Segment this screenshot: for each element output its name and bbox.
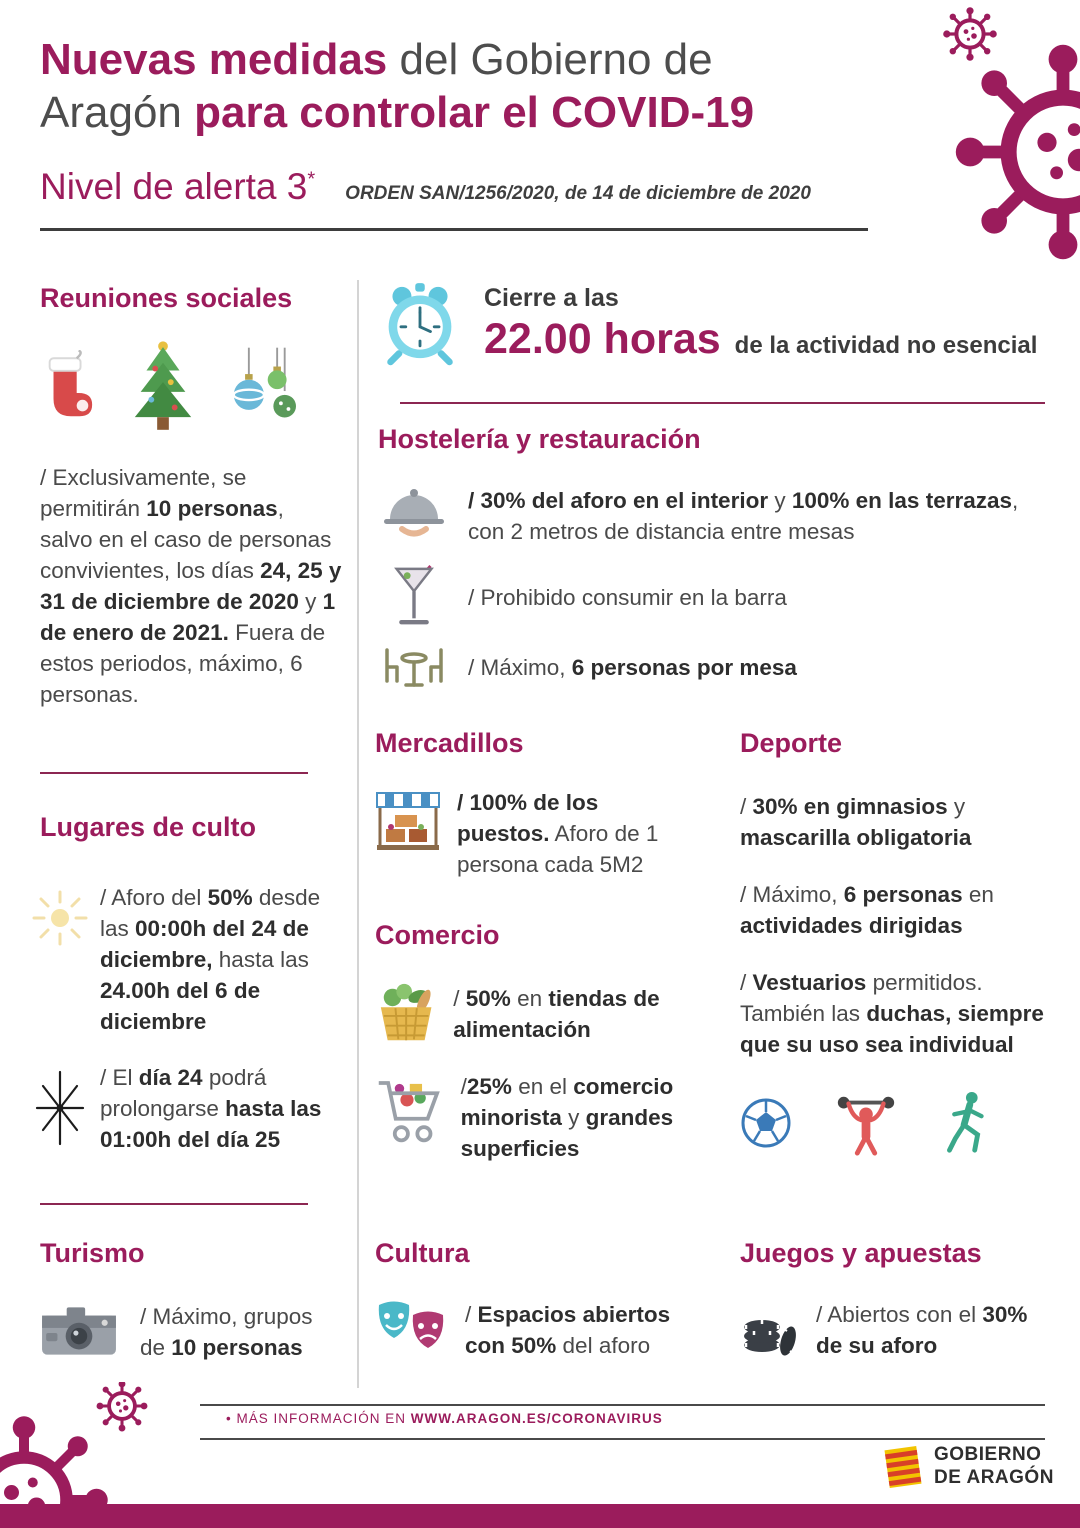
header [40,34,870,231]
vertical-divider [357,280,359,1388]
hosteleria-item-text: / 30% del aforo en el interior y 100% en las terrazas, con 2 metros de distancia entre mesas [468,488,1019,545]
coronavirus-icon [0,1382,220,1506]
section-heading: Lugares de culto [40,812,257,842]
section-turismo [40,1238,350,1363]
alert-row [40,166,870,208]
theater-masks-icon [375,1299,449,1361]
table-and-chairs-icon [378,645,450,689]
section-deporte [740,728,1048,1156]
turismo-item-text: / Máximo, grupos de 10 personas [140,1304,313,1361]
grocery-basket-icon [375,981,437,1047]
section-cierre [382,280,1047,366]
header-divider [40,228,868,231]
section-comercio [375,920,677,1164]
footer-divider-bottom [200,1438,1045,1440]
star-sparkle-icon [30,1062,90,1146]
cierre-time: 22.00 horas [484,315,721,363]
section-cultura [375,1238,697,1361]
hosteleria-item-mesa [378,645,1046,689]
running-icon [940,1090,990,1156]
turismo-item [40,1301,350,1363]
cultura-item [375,1299,697,1361]
serving-dish-icon [378,485,450,539]
logo-line-1: GOBIERNO [934,1444,1042,1466]
gobierno-aragon-logo [882,1444,1054,1490]
section-mercadillos [375,728,677,880]
christmas-stocking-icon [40,350,96,438]
page-title-line-1: Nuevas medidas del Gobierno de [40,35,713,84]
culto-item-text: / El día 24 podrá prolongarse hasta las 01:00h del día 25 [100,1065,322,1153]
page-title-line-2: Aragón para controlar el COVID-19 [40,87,755,137]
poker-chips-icon [740,1299,800,1357]
section-heading: Mercadillos [375,728,524,758]
mercadillos-item [375,787,677,880]
cierre-intro: Cierre a las [484,284,619,312]
shopping-cart-icon [375,1071,445,1157]
comercio-item-text: /25% en el comercio minorista y grandes superficies [460,1074,674,1162]
culto-item-dia24 [30,1062,350,1155]
hosteleria-item-aforo [378,485,1046,547]
hosteleria-item-text: / Máximo, 6 personas por mesa [468,654,797,680]
more-info-text: • MÁS INFORMACIÓN EN WWW.ARAGON.ES/CORONAVIRUS [226,1411,663,1426]
soccer-ball-icon [740,1097,792,1149]
alert-asterisk: * [307,168,316,191]
cierre-text [484,280,1037,364]
section-heading: Deporte [740,728,843,758]
mercadillos-item-text: / 100% de los puestos. Aforo de 1 persona cada 5M2 [457,790,659,878]
order-reference: ORDEN SAN/1256/2020, de 14 de diciembre de 2020 [345,182,811,204]
section-heading: Hostelería y restauración [378,424,701,454]
comercio-item-alimentacion [375,981,677,1047]
cocktail-glass-icon [378,565,450,629]
comercio-item-minorista [375,1071,677,1164]
aragon-flag-icon [882,1444,924,1490]
juegos-item-text: / Abiertos con el 30% de su aforo [816,1302,1028,1359]
section-juegos [740,1238,1048,1361]
camera-icon [40,1305,118,1359]
deporte-item-text: / 30% en gimnasios y mascarilla obligatoria [740,794,972,851]
section-heading: Comercio [375,920,500,950]
logo-text [934,1444,1054,1490]
deporte-item-text: / Máximo, 6 personas en actividades dirigidas [740,882,994,939]
section-reuniones-sociales [40,283,342,710]
reuniones-body-text: / Exclusivamente, se permitirán 10 personas, salvo en el caso de personas convivientes, los días 24, 25 y 31 de diciembre de 2020 y 1 de enero de 2021. Fuera de estos periodos, máximo, 6 personas. [40,465,342,708]
hosteleria-item-barra [378,565,1046,629]
section-lugares-de-culto [40,812,350,843]
bottom-accent-bar [0,1504,1080,1528]
section-hosteleria [378,424,1046,689]
christmas-baubles-icon [230,346,296,438]
section-heading: Turismo [40,1238,145,1268]
alert-level: Nivel de alerta 3* [40,165,316,207]
section-heading: Reuniones sociales [40,283,293,313]
weightlifting-icon [834,1090,898,1156]
logo-line-2: DE ARAGÓN [934,1467,1054,1488]
sun-glow-icon [30,882,90,946]
culto-item-text: / Aforo del 50% desde las 00:00h del 24 de diciembre, hasta las 24.00h del 6 de diciembre [100,885,321,1035]
culto-item-aforo [30,882,350,1037]
divider [400,402,1045,404]
hosteleria-item-text: / Prohibido consumir en la barra [468,584,787,610]
section-heading: Cultura [375,1238,470,1268]
juegos-item [740,1299,1048,1361]
coronavirus-icon [865,0,1080,300]
divider [40,1203,308,1205]
cierre-suffix: de la actividad no esencial [734,332,1038,359]
christmas-tree-icon [128,338,198,438]
alarm-clock-icon [382,280,458,366]
market-stall-icon [375,787,441,857]
cultura-item-text: / Espacios abiertos con 50% del aforo [465,1302,671,1359]
christmas-icons-row [40,334,342,438]
deporte-item-text: / Vestuarios permitidos. También las duchas, siempre que su uso sea individual [740,970,1044,1058]
sport-icons-row [740,1090,1048,1156]
comercio-item-text: / 50% en tiendas de alimentación [453,985,660,1042]
section-heading: Juegos y apuestas [740,1238,982,1268]
footer-divider-top [200,1404,1045,1406]
divider [40,772,308,774]
